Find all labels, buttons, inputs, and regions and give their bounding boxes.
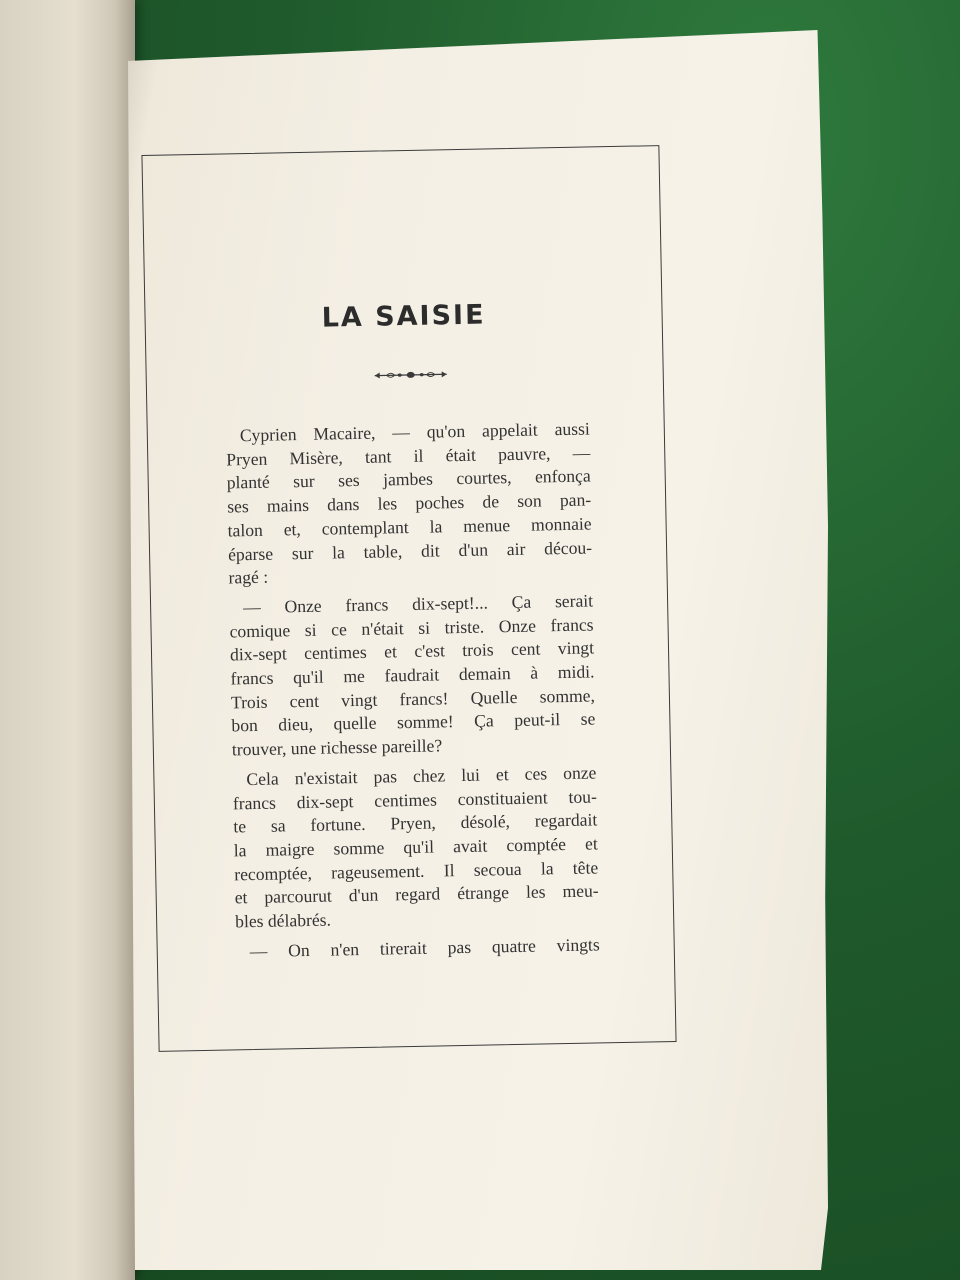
- text-line: francs dix-sept centimes constituaient tou-: [232, 785, 598, 813]
- text-line: Pryen Misère, tant il était pauvre, —: [226, 442, 591, 470]
- body-text: [226, 418, 600, 970]
- text-line: recomptée, rageusement. Il secoua la tête: [234, 857, 599, 885]
- text-line: dix-sept centimes et c'est trois cent vingt: [229, 637, 595, 665]
- text-line: et parcourut d'un regard étrange les meu-: [234, 880, 599, 908]
- left-page-edge: [0, 0, 135, 1280]
- text-line: bles délabrés.: [234, 909, 332, 932]
- text-line: comique si ce n'était si triste. Onze francs: [229, 614, 594, 642]
- text-line: Cela n'existait pas chez lui et ces onze: [246, 762, 597, 789]
- ornamental-divider-icon: [373, 368, 449, 381]
- text-line: planté sur ses jambes courtes, enfonça: [226, 465, 591, 493]
- text-line: trouver, une richesse pareille?: [231, 735, 443, 760]
- text-line: talon et, contemplant la menue monnaie: [227, 513, 592, 541]
- paragraph: [236, 933, 600, 964]
- text-line: — On n'en tirerait pas quatre vingts: [249, 934, 600, 961]
- chapter-title: LA SAISIE: [321, 299, 486, 334]
- text-line: la maigre somme qu'il avait comptée et: [233, 833, 598, 861]
- text-line: éparse sur la table, dit d'un air décou-: [227, 536, 593, 564]
- paragraph: [229, 589, 596, 762]
- paragraph: [226, 418, 593, 591]
- paragraph: [232, 761, 599, 934]
- text-line: ses mains dans les poches de son pan-: [227, 489, 592, 517]
- text-line: francs qu'il me faudrait demain à midi.: [230, 661, 595, 689]
- text-line: te sa fortune. Pryen, désolé, regardait: [233, 809, 598, 837]
- text-line: Cyprien Macaire, — qu'on appelait aussi: [239, 418, 590, 446]
- text-frame: [141, 145, 676, 1052]
- text-line: Trois cent vingt francs! Quelle somme,: [230, 685, 596, 713]
- text-line: — Onze francs dix-sept!... Ça serait: [242, 590, 594, 618]
- text-line: bon dieu, quelle somme! Ça peut-il se: [231, 708, 596, 736]
- text-line: ragé :: [228, 566, 269, 588]
